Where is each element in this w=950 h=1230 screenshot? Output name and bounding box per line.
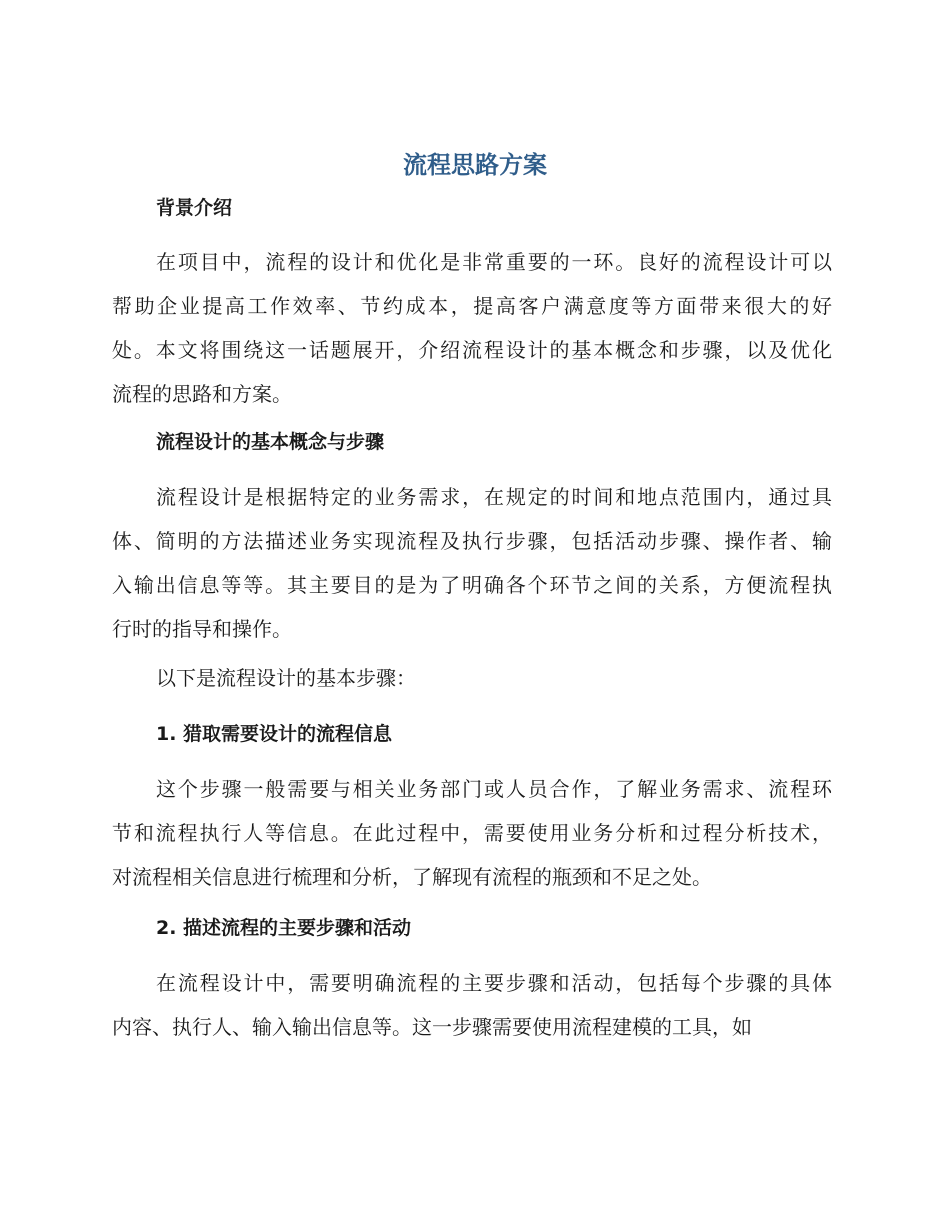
section-heading: 流程设计的基本概念与步骤 [156, 431, 385, 453]
paragraph-line: 对流程相关信息进行梳理和分析，了解现有流程的瓶颈和不足之处。 [112, 865, 712, 889]
paragraph-line: 帮助企业提高工作效率、节约成本，提高客户满意度等方面带来很大的好 [112, 294, 832, 318]
paragraph-line: 在流程设计中，需要明确流程的主要步骤和活动，包括每个步骤的具体 [156, 971, 832, 995]
section-heading: 2. 描述流程的主要步骤和活动 [156, 917, 412, 939]
paragraph-line: 流程的思路和方案。 [112, 382, 292, 406]
section-heading: 1. 猎取需要设计的流程信息 [156, 723, 393, 745]
paragraph-line: 体、简明的方法描述业务实现流程及执行步骤，包括活动步骤、操作者、输 [112, 529, 832, 553]
paragraph [112, 767, 832, 899]
paragraph-line: 这个步骤一般需要与相关业务部门或人员合作，了解业务需求、流程环 [156, 777, 832, 801]
document-title: 流程思路方案 [403, 151, 547, 179]
paragraph [112, 240, 832, 416]
paragraph-line: 行时的指导和操作。 [112, 617, 292, 641]
paragraph [112, 475, 832, 651]
paragraph-line: 内容、执行人、输入输出信息等。这一步骤需要使用流程建模的工具，如 [112, 1015, 752, 1039]
paragraph-line: 以下是流程设计的基本步骤： [156, 666, 416, 690]
paragraph-line: 节和流程执行人等信息。在此过程中，需要使用业务分析和过程分析技术， [112, 821, 832, 845]
section-heading: 背景介绍 [156, 197, 233, 219]
section-step-2 [112, 906, 832, 950]
paragraph-line: 流程设计是根据特定的业务需求，在规定的时间和地点范围内，通过具 [156, 485, 832, 509]
paragraph [112, 656, 832, 700]
paragraph-line: 处。本文将围绕这一话题展开，介绍流程设计的基本概念和步骤，以及优化 [112, 338, 832, 362]
paragraph-line: 入输出信息等等。其主要目的是为了明确各个环节之间的关系，方便流程执 [112, 573, 832, 597]
section-background [112, 186, 832, 230]
paragraph-line: 在项目中，流程的设计和优化是非常重要的一环。良好的流程设计可以 [156, 250, 832, 274]
section-step-1 [112, 712, 832, 756]
section-basic-concepts [112, 420, 832, 464]
paragraph [112, 961, 832, 1049]
